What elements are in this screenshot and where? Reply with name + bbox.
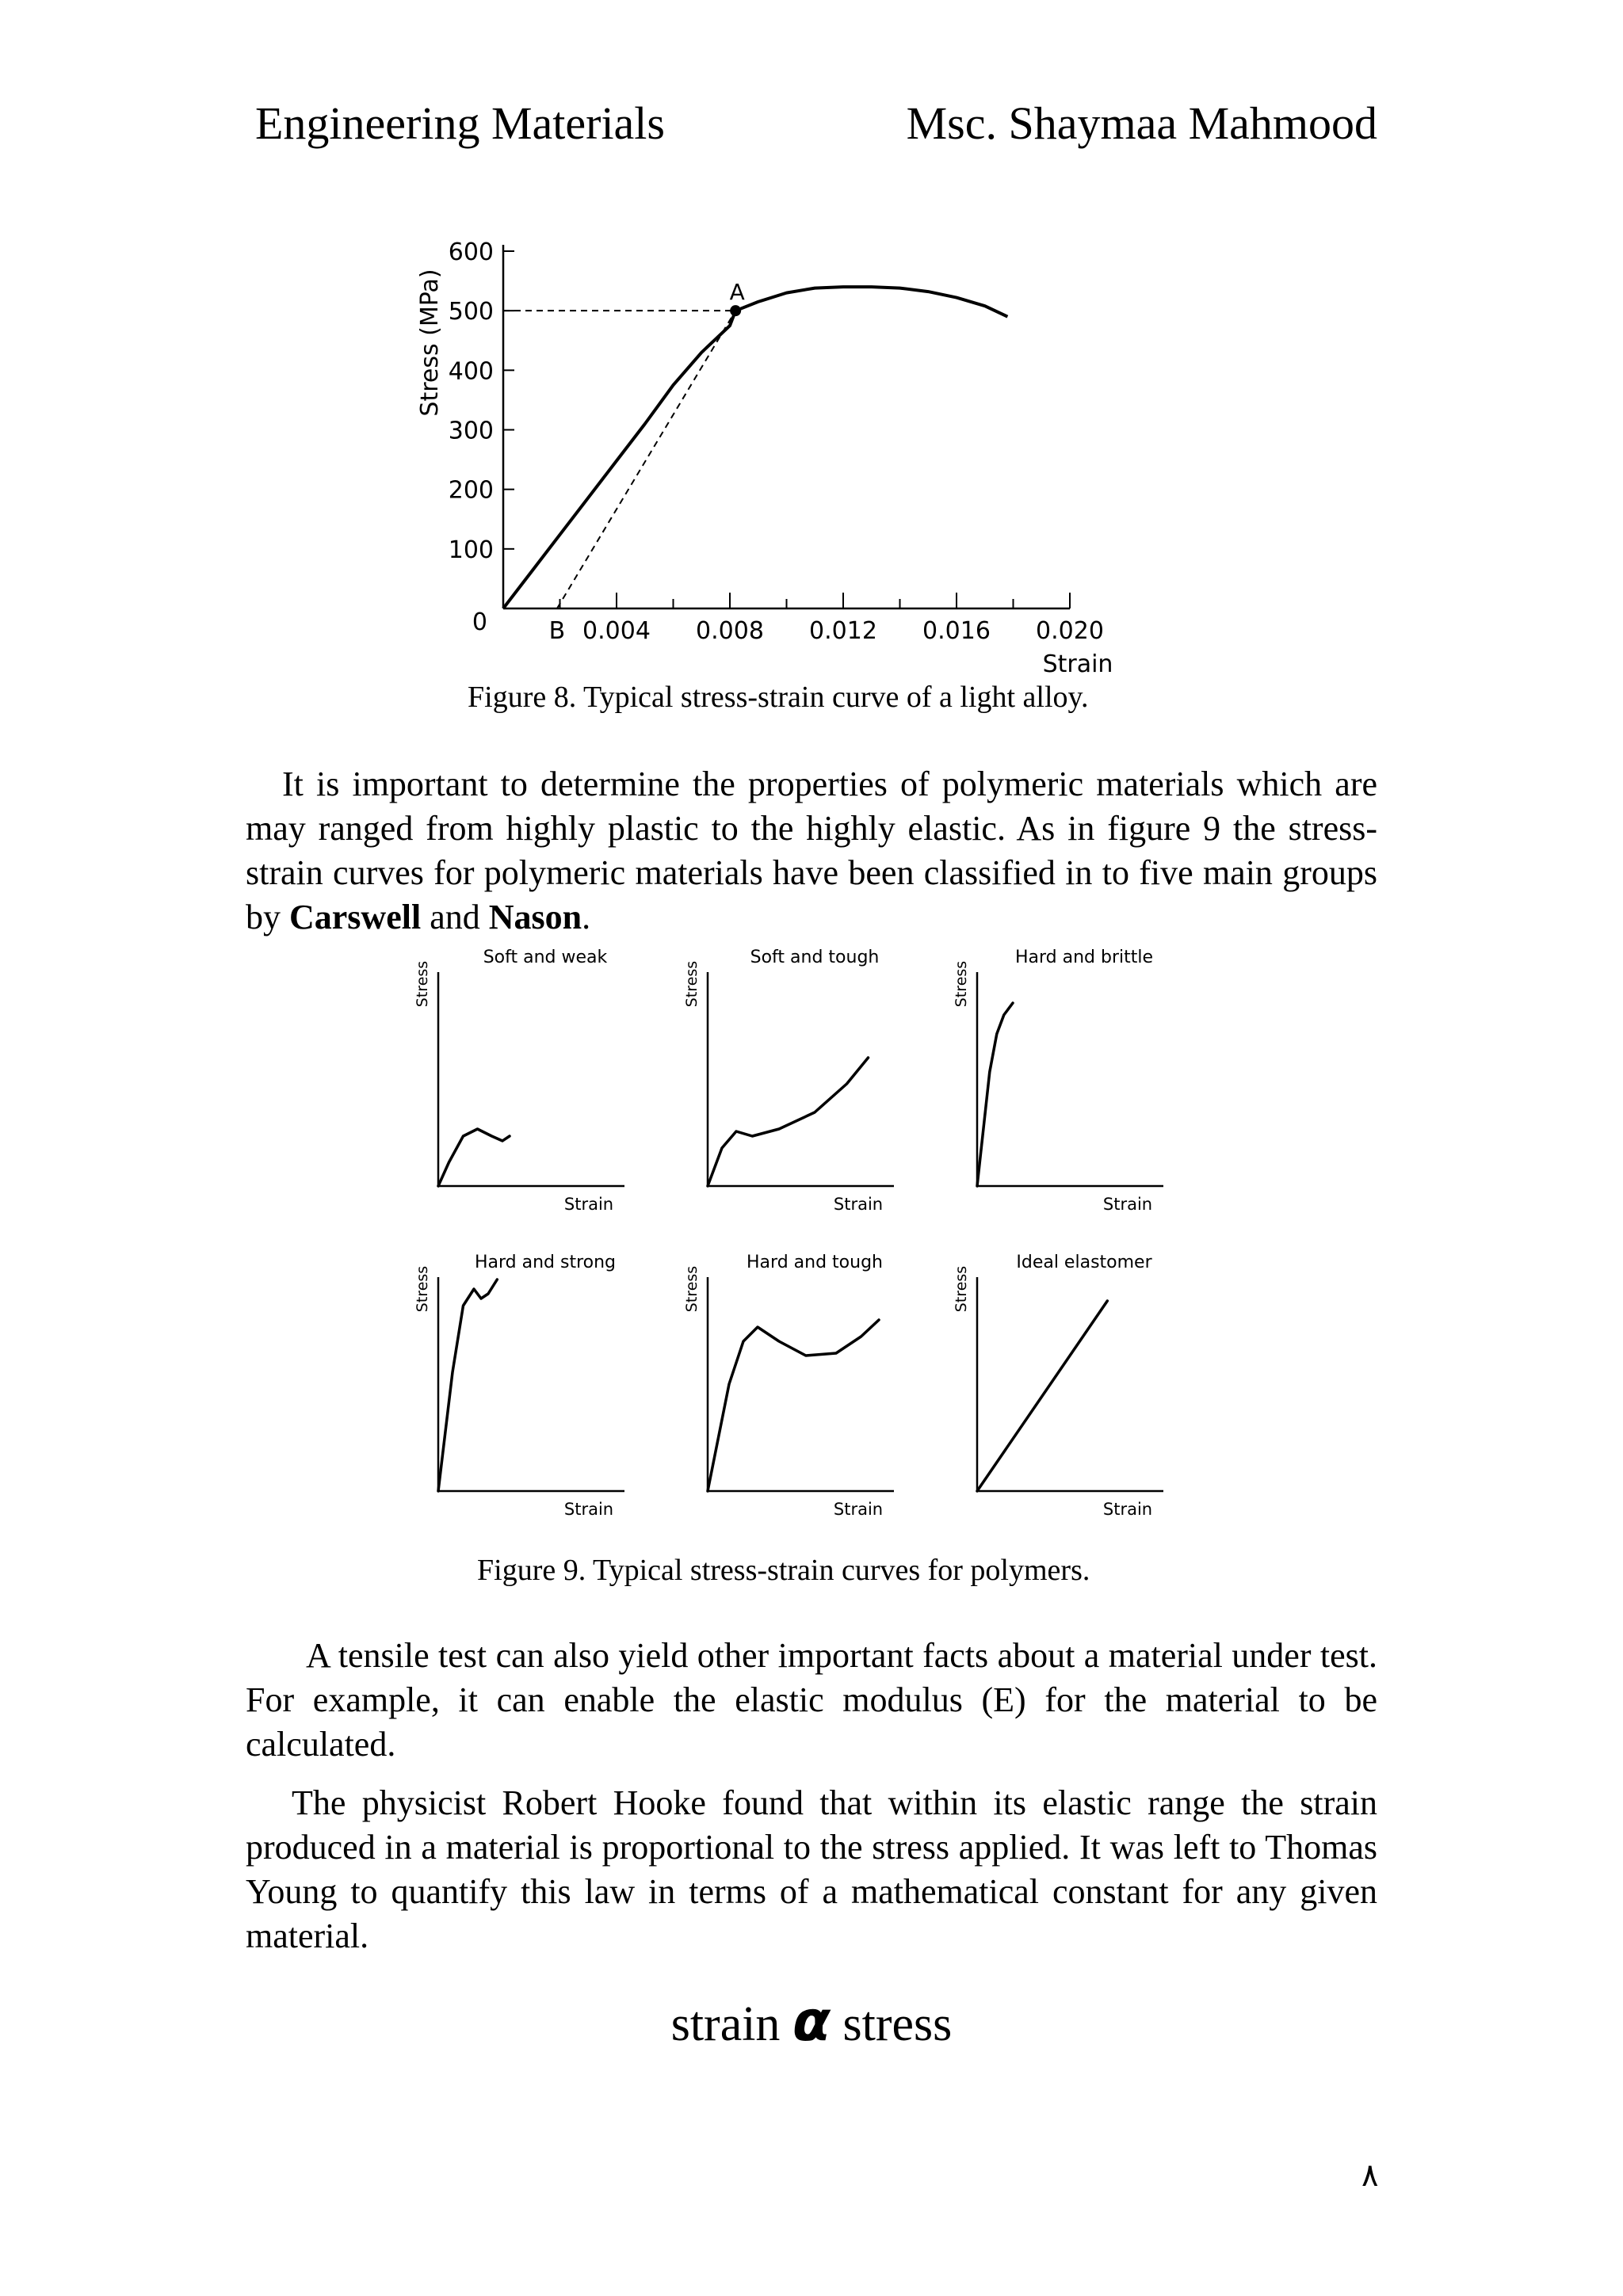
polymer-stress-strain-curve — [708, 1058, 869, 1186]
page-number: ٨ — [1361, 2157, 1379, 2193]
polymer-curve-panel — [683, 1253, 894, 1519]
polymer-curve-panel — [683, 948, 894, 1214]
y-tick-label: 200 — [448, 476, 494, 505]
panel-x-label: Strain — [833, 1195, 884, 1214]
panel-x-label: Strain — [833, 1500, 884, 1519]
paragraph-tensile-test: A tensile test can also yield other important facts about a material under test. For example, it can enable the elastic modulus (E) for the material to be calculated. — [246, 1636, 1377, 1764]
author-carswell: Carswell — [289, 898, 422, 936]
polymer-curve-panel — [414, 1253, 624, 1519]
panel-x-label: Strain — [563, 1195, 614, 1214]
figure8-chart — [412, 226, 1141, 685]
header-author: Msc. Shaymaa Mahmood — [906, 97, 1377, 149]
author-nason: Nason — [488, 898, 582, 936]
panel-x-label: Strain — [1102, 1500, 1153, 1519]
panel-x-label: Strain — [563, 1500, 614, 1519]
polymer-curve-panel — [414, 948, 624, 1214]
paragraph-polymer-period: . — [582, 898, 591, 936]
point-b-label: B — [548, 617, 566, 645]
stress-strain-curve — [503, 287, 1007, 608]
y-tick-label: 300 — [448, 417, 494, 445]
panel-x-label: Strain — [1102, 1195, 1153, 1214]
x-tick-label: 0.016 — [922, 617, 991, 645]
panel-y-label: Stress — [683, 1265, 701, 1313]
y-tick-label: 400 — [448, 357, 494, 386]
point-a-marker — [730, 305, 741, 316]
paragraph-hooke: The physicist Robert Hooke found that within its elastic range the strain produced in a material is proportional to the stress applied. It was left to Thomas Young to quantify this law in terms of a mathematical constant for any given material. — [246, 1783, 1377, 1955]
x-tick-label: 0.012 — [809, 617, 877, 645]
x-tick-label: 0.008 — [696, 617, 764, 645]
polymer-curve-panel — [953, 1253, 1163, 1519]
paragraph-polymer-intro — [246, 762, 1377, 940]
x-tick-label: 0.004 — [582, 617, 651, 645]
polymer-stress-strain-curve — [438, 1129, 510, 1186]
dashed-guide-line — [557, 311, 735, 608]
figure9-chart-grid — [396, 935, 1197, 1545]
y-tick-label: 100 — [448, 536, 494, 564]
panel-y-label: Stress — [953, 1265, 970, 1313]
x-axis-label: Strain — [1042, 650, 1113, 678]
x-tick-label: 0.020 — [1036, 617, 1104, 645]
panel-title: Ideal elastomer — [1016, 1253, 1152, 1272]
header-course-title: Engineering Materials — [255, 97, 665, 149]
point-a-label: A — [729, 279, 745, 306]
panel-title: Soft and tough — [750, 948, 880, 967]
origin-label: 0 — [472, 608, 487, 636]
equation-proportionality — [0, 1989, 1623, 2054]
polymer-stress-strain-curve — [977, 1301, 1107, 1491]
polymer-curve-panel — [953, 948, 1163, 1214]
paragraph-polymer-text: It is important to determine the properties of polymeric materials which are may ranged from highly plastic to the highly elastic. As in figure 9 the stress-strain curves for polymeric materials have been classified in to five main groups by — [246, 765, 1377, 936]
panel-title: Hard and tough — [747, 1253, 883, 1272]
panel-title: Hard and brittle — [1014, 948, 1154, 967]
figure8-caption: Figure 8. Typical stress-strain curve of a light alloy. — [468, 681, 1089, 714]
panel-y-label: Stress — [953, 960, 970, 1008]
panel-y-label: Stress — [414, 960, 431, 1008]
polymer-stress-strain-curve — [438, 1280, 497, 1491]
paragraph-polymer-and: and — [421, 898, 489, 936]
polymer-stress-strain-curve — [708, 1320, 879, 1491]
panel-y-label: Stress — [683, 960, 701, 1008]
y-axis-label: Stress (MPa) — [416, 269, 444, 417]
equation-left: strain — [670, 1997, 792, 2051]
y-tick-label: 500 — [448, 298, 494, 326]
figure9-caption: Figure 9. Typical stress-strain curves for polymers. — [477, 1554, 1090, 1587]
panel-title: Soft and weak — [483, 948, 608, 967]
proportional-symbol: α — [792, 1989, 831, 2054]
panel-title: Hard and strong — [474, 1253, 617, 1272]
panel-y-label: Stress — [414, 1265, 431, 1313]
y-tick-label: 600 — [448, 238, 494, 266]
polymer-stress-strain-curve — [977, 1003, 1013, 1186]
equation-right: stress — [831, 1997, 953, 2051]
